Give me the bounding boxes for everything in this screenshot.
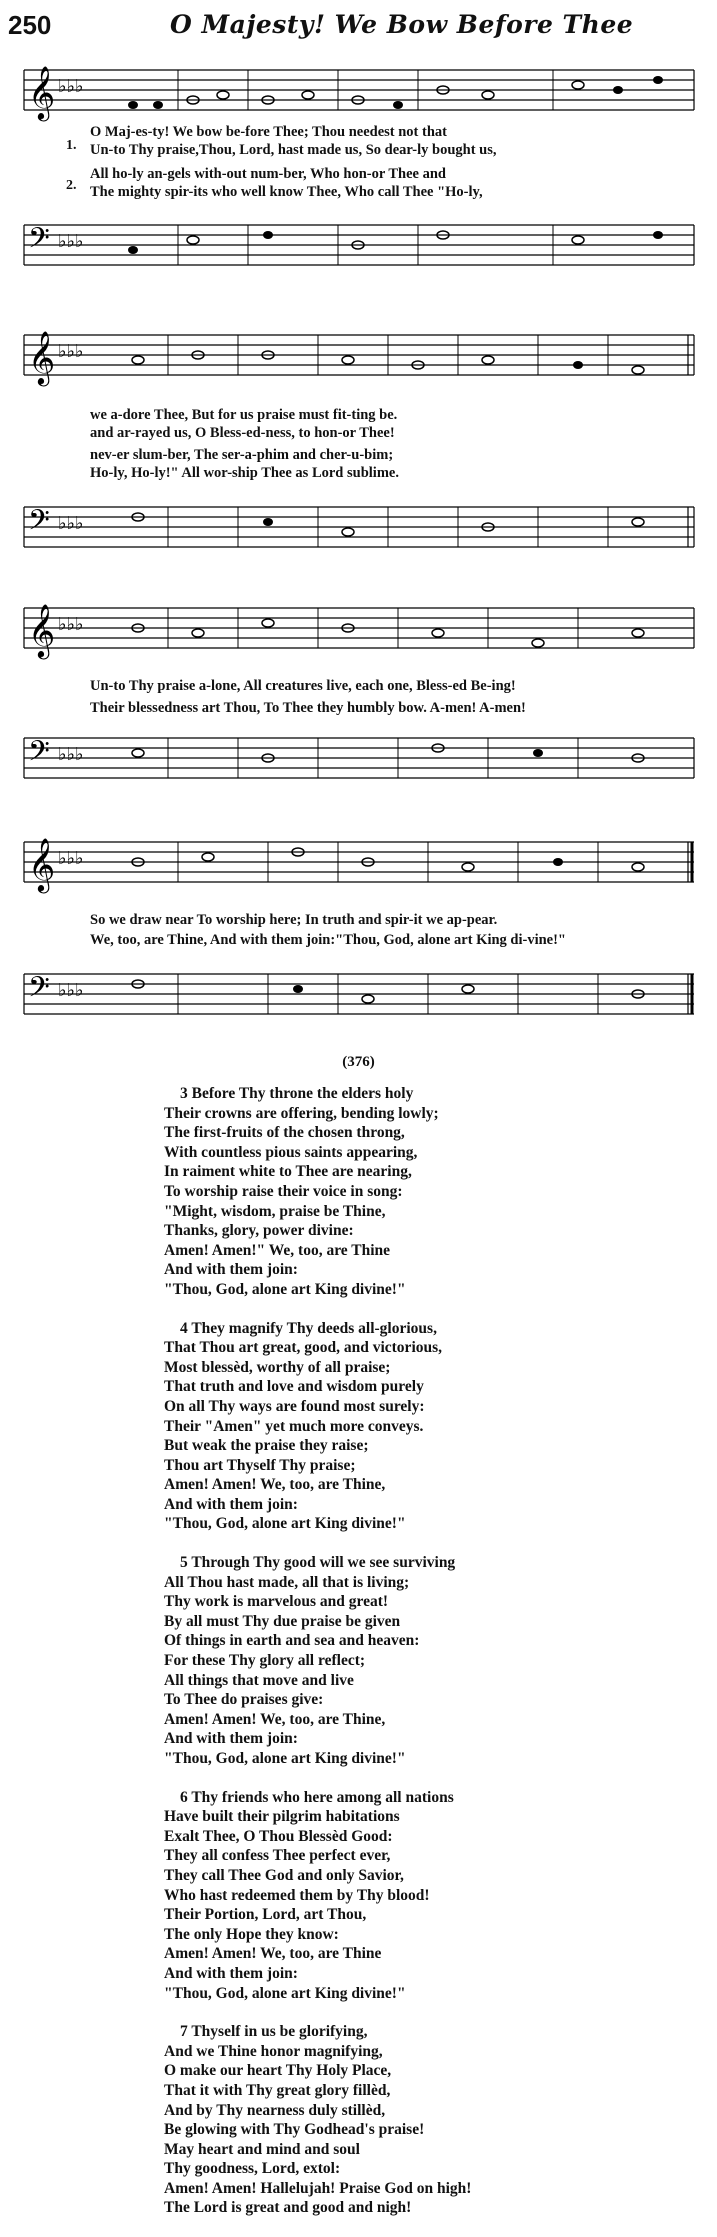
treble-staff	[18, 60, 698, 130]
stanza-list	[164, 1084, 684, 2237]
stanza-line: "Might, wisdom, praise be Thine,	[164, 1202, 386, 1220]
svg-text:♭♭♭: ♭♭♭	[58, 231, 84, 252]
stanza-line: The only Hope they know:	[164, 1925, 339, 1943]
stanza-line: They all confess Thee perfect ever,	[164, 1847, 391, 1865]
stanza-line: "Thou, God, alone art King divine!"	[164, 1280, 406, 1298]
stanza-line: Thanks, glory, power divine:	[164, 1222, 354, 1240]
lyric-line: we a-dore Thee, But for us praise must fit-ting be.	[90, 407, 398, 423]
lyric-line: and ar-rayed us, O Bless-ed-ness, to hon-or Thee!	[90, 425, 395, 441]
stanza-line: Their Portion, Lord, art Thou,	[164, 1906, 367, 1924]
stanza-line: In raiment white to Thee are nearing,	[164, 1163, 412, 1181]
stanza-line: Exalt Thee, O Thou Blessèd Good:	[164, 1827, 393, 1845]
stanza-line: 3 Before Thy throne the elders holy	[180, 1085, 414, 1102]
lyric-line: Un-to Thy praise,Thou, Lord, hast made us, So dear-ly bought us,	[90, 142, 497, 158]
lyric-line: Ho-ly, Ho-ly!" All wor-ship Thee as Lord sublime.	[90, 465, 399, 481]
stanza-line: Of things in earth and sea and heaven:	[164, 1632, 420, 1650]
hymn-number: 250	[8, 10, 52, 40]
notes	[128, 76, 663, 109]
stanza-line: And with them join:	[164, 1261, 298, 1279]
verse-number: 1.	[66, 138, 77, 153]
stanza-line: Have built their pilgrim habitations	[164, 1808, 400, 1826]
stanza	[164, 1084, 684, 1300]
lyric-line: Un-to Thy praise a-lone, All creatures live, each one, Bless-ed Be-ing!	[90, 678, 516, 694]
treble-clef-icon: 𝄞	[28, 837, 56, 891]
stanza-line: 4 They magnify Thy deeds all-glorious,	[180, 1319, 437, 1337]
stanza-line: May heart and mind and soul	[164, 2140, 360, 2158]
svg-text:♭♭♭: ♭♭♭	[58, 980, 84, 1001]
stanza-line: That it with Thy great glory fillèd,	[164, 2081, 391, 2099]
stanza-line: But weak the praise they raise;	[164, 1437, 369, 1455]
lyric-line: Their blessedness art Thou, To Thee they humbly bow. A-men! A-men!	[90, 700, 526, 716]
stanza-line: Be glowing with Thy Godhead's praise!	[164, 2121, 425, 2139]
stanza-line: All things that move and live	[164, 1671, 354, 1689]
bass-clef-icon: 𝄢	[28, 735, 50, 775]
bass-clef-icon: 𝄢	[28, 971, 50, 1011]
stanza-line: Amen! Amen!" We, too, are Thine	[164, 1241, 391, 1259]
svg-text:♭♭♭: ♭♭♭	[58, 744, 84, 765]
stanza-line: O make our heart Thy Holy Place,	[164, 2062, 392, 2080]
stanza-line: To Thee do praises give:	[164, 1691, 324, 1709]
stanza-line: And by Thy nearness duly stillèd,	[164, 2101, 386, 2119]
stanza-line: To worship raise their voice in song:	[164, 1182, 403, 1200]
treble-clef-icon: 𝄞	[28, 65, 56, 119]
stanza-line: Thou art Thyself Thy praise;	[164, 1456, 356, 1474]
music-system-2	[18, 325, 698, 575]
bass-clef-icon: 𝄢	[28, 222, 50, 262]
stanza-line: All Thou hast made, all that is living;	[164, 1573, 410, 1591]
stanza-line: Who hast redeemed them by Thy blood!	[164, 1886, 430, 1904]
stanza	[164, 2022, 684, 2218]
stanza-line: 5 Through Thy good will we see surviving	[180, 1554, 456, 1572]
page-number: (376)	[342, 1054, 375, 1070]
stanza-line: And with them join:	[164, 1495, 298, 1513]
stanza-line: Their "Amen" yet much more conveys.	[164, 1417, 424, 1435]
bass-staff	[18, 718, 698, 798]
treble-clef-icon: 𝄞	[28, 603, 56, 657]
svg-text:♭♭♭: ♭♭♭	[58, 341, 84, 362]
page-header	[0, 8, 717, 48]
stanza-line: That truth and love and wisdom purely	[164, 1378, 424, 1396]
music-system-4	[18, 822, 698, 1047]
bass-staff	[18, 954, 698, 1034]
lyric-line: The mighty spir-its who well know Thee, Who call Thee "Ho-ly,	[90, 184, 483, 200]
stanza	[164, 1319, 684, 1535]
bass-staff	[18, 487, 698, 567]
stanza-line: Thy work is marvelous and great!	[164, 1593, 389, 1611]
stanza-line: They call Thee God and only Savior,	[164, 1866, 404, 1884]
stanza-line: By all must Thy due praise be given	[164, 1612, 401, 1630]
stanza-line: Amen! Amen! We, too, are Thine	[164, 1945, 382, 1963]
verse-number: 2.	[66, 178, 77, 193]
lyric-line: So we draw near To worship here; In truth and spir-it we ap-pear.	[90, 912, 498, 928]
stanza-line: And with them join:	[164, 1964, 298, 1982]
stanza-line: Amen! Amen! We, too, are Thine,	[164, 1476, 386, 1494]
stanza-line: "Thou, God, alone art King divine!"	[164, 1515, 406, 1533]
stanza-line: Most blessèd, worthy of all praise;	[164, 1358, 391, 1376]
treble-staff	[18, 822, 698, 902]
stanza-line: The first-fruits of the chosen throng,	[164, 1124, 405, 1142]
svg-text:♭♭♭: ♭♭♭	[58, 848, 84, 869]
stanza-line: On all Thy ways are found most surely:	[164, 1397, 425, 1415]
stanza-line: The Lord is great and good and nigh!	[164, 2199, 412, 2217]
stanza-line: With countless pious saints appearing,	[164, 1143, 418, 1161]
lyric-line: nev-er slum-ber, The ser-a-phim and cher-u-bim;	[90, 447, 394, 463]
stanza	[164, 1788, 684, 2004]
lyric-line: O Maj-es-ty! We bow be-fore Thee; Thou needest not that	[90, 124, 447, 140]
svg-text:♭♭♭: ♭♭♭	[58, 513, 84, 534]
music-system-1	[18, 60, 698, 310]
treble-clef-icon: 𝄞	[28, 330, 56, 384]
bass-staff	[18, 205, 698, 285]
stanza-line: Thy goodness, Lord, extol:	[164, 2160, 341, 2178]
stanza-line: For these Thy glory all reflect;	[164, 1652, 366, 1670]
stanza-line: Their crowns are offering, bending lowly;	[164, 1104, 439, 1122]
lyric-line: All ho-ly an-gels with-out num-ber, Who hon-or Thee and	[90, 166, 446, 182]
stanza	[164, 1553, 684, 1769]
stanza-line: That Thou art great, good, and victorious,	[164, 1339, 443, 1357]
stanza-line: 6 Thy friends who here among all nations	[180, 1788, 454, 1806]
stanza-line: Amen! Amen! Hallelujah! Praise God on high!	[164, 2179, 472, 2197]
stanza-line: "Thou, God, alone art King divine!"	[164, 1984, 406, 2002]
music-system-3	[18, 588, 698, 803]
bass-clef-icon: 𝄢	[28, 504, 50, 544]
lyric-line: We, too, are Thine, And with them join:"Thou, God, alone art King di-vine!"	[90, 932, 566, 948]
stanza-line: And we Thine honor magnifying,	[164, 2042, 383, 2060]
treble-staff	[18, 588, 698, 668]
stanza-line: Amen! Amen! We, too, are Thine,	[164, 1710, 386, 1728]
treble-staff	[18, 325, 698, 395]
stanza-line: "Thou, God, alone art King divine!"	[164, 1750, 406, 1767]
stanza-line: And with them join:	[164, 1730, 298, 1748]
svg-text:♭♭♭: ♭♭♭	[58, 614, 84, 635]
hymn-title: O Majesty! We Bow Before Thee	[170, 10, 634, 39]
stanza-line: 7 Thyself in us be glorifying,	[180, 2023, 368, 2041]
svg-text:♭♭♭: ♭♭♭	[58, 76, 84, 97]
